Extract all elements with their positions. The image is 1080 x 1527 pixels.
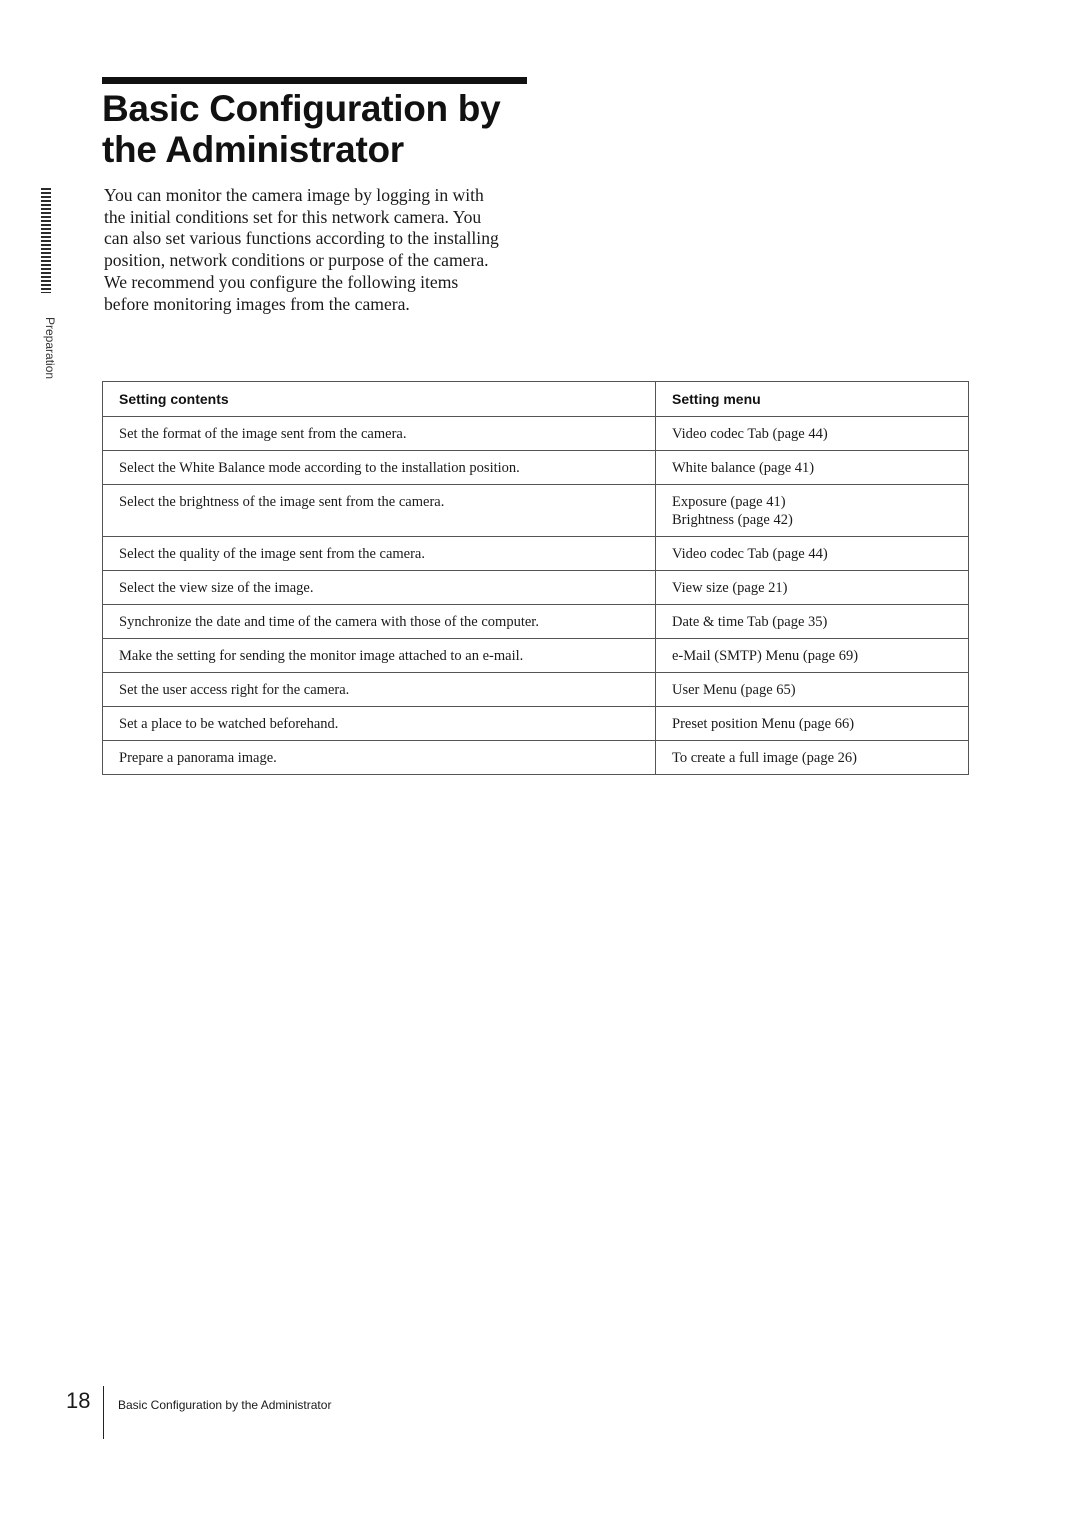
- setting-contents-cell: Synchronize the date and time of the camera with those of the computer.: [103, 605, 656, 639]
- page-number: 18: [66, 1388, 91, 1413]
- side-tab-label: Preparation: [43, 317, 57, 380]
- setting-contents-cell: Select the White Balance mode according to the installation position.: [103, 451, 656, 485]
- table-row: [103, 673, 969, 707]
- setting-contents-cell: Set the user access right for the camera.: [103, 673, 656, 707]
- table-row: [103, 639, 969, 673]
- title-rule: [102, 77, 527, 84]
- setting-contents-cell: Prepare a panorama image.: [103, 741, 656, 775]
- table-row: [103, 417, 969, 451]
- setting-menu-cell: [656, 485, 969, 537]
- setting-menu-cell: [656, 571, 969, 605]
- setting-menu-ref: Video codec Tab (page 44): [672, 546, 828, 562]
- header-setting-contents: Setting contents: [103, 382, 656, 417]
- setting-menu-cell: [656, 417, 969, 451]
- setting-contents-cell: Set a place to be watched beforehand.: [103, 707, 656, 741]
- page-title-line-2: the Administrator: [102, 129, 404, 170]
- header-setting-menu: Setting menu: [656, 382, 969, 417]
- setting-menu-cell: [656, 707, 969, 741]
- setting-menu-cell: [656, 639, 969, 673]
- table-header-row: [103, 382, 969, 417]
- setting-menu-ref: Preset position Menu (page 66): [672, 716, 855, 732]
- intro-line: can also set various functions according to the installing: [104, 228, 499, 249]
- setting-contents-cell: Select the view size of the image.: [103, 571, 656, 605]
- intro-line: We recommend you configure the following items: [104, 271, 459, 292]
- setting-contents-cell: Set the format of the image sent from the camera.: [103, 417, 656, 451]
- page-title-line-1: Basic Configuration by: [102, 88, 501, 129]
- table-row: [103, 571, 969, 605]
- page-title: [102, 88, 622, 170]
- table-row: [103, 485, 969, 537]
- setting-menu-ref: View size (page 21): [672, 580, 788, 596]
- side-tab-stripes: [41, 188, 51, 293]
- table-row: [103, 707, 969, 741]
- setting-menu-cell: [656, 451, 969, 485]
- setting-menu-ref: Brightness (page 42): [672, 512, 793, 528]
- setting-menu-ref: e-Mail (SMTP) Menu (page 69): [672, 648, 859, 664]
- footer-divider: [103, 1386, 104, 1439]
- setting-menu-ref: User Menu (page 65): [672, 682, 796, 698]
- setting-contents-cell: Select the brightness of the image sent from the camera.: [103, 485, 656, 537]
- setting-menu-ref: Exposure (page 41): [672, 494, 786, 510]
- table-row: [103, 741, 969, 775]
- setting-menu-cell: [656, 673, 969, 707]
- footer-section-title: Basic Configuration by the Administrator: [118, 1398, 332, 1412]
- intro-line: You can monitor the camera image by logging in with: [104, 185, 484, 205]
- setting-menu-cell: [656, 741, 969, 775]
- setting-menu-ref: Date & time Tab (page 35): [672, 614, 828, 630]
- setting-menu-ref: To create a full image (page 26): [672, 750, 857, 766]
- table-row: [103, 605, 969, 639]
- setting-menu-ref: Video codec Tab (page 44): [672, 426, 828, 442]
- intro-line: position, network conditions or purpose of the camera.: [104, 250, 489, 271]
- setting-contents-cell: Make the setting for sending the monitor image attached to an e-mail.: [103, 639, 656, 673]
- table-row: [103, 451, 969, 485]
- setting-menu-cell: [656, 605, 969, 639]
- intro-line: before monitoring images from the camera.: [104, 293, 410, 314]
- intro-paragraph: [104, 185, 544, 315]
- settings-table: [102, 381, 969, 775]
- setting-menu-cell: [656, 537, 969, 571]
- intro-line: the initial conditions set for this network camera. You: [104, 206, 482, 227]
- setting-contents-cell: Select the quality of the image sent from the camera.: [103, 537, 656, 571]
- setting-menu-ref: White balance (page 41): [672, 460, 815, 476]
- table-row: [103, 537, 969, 571]
